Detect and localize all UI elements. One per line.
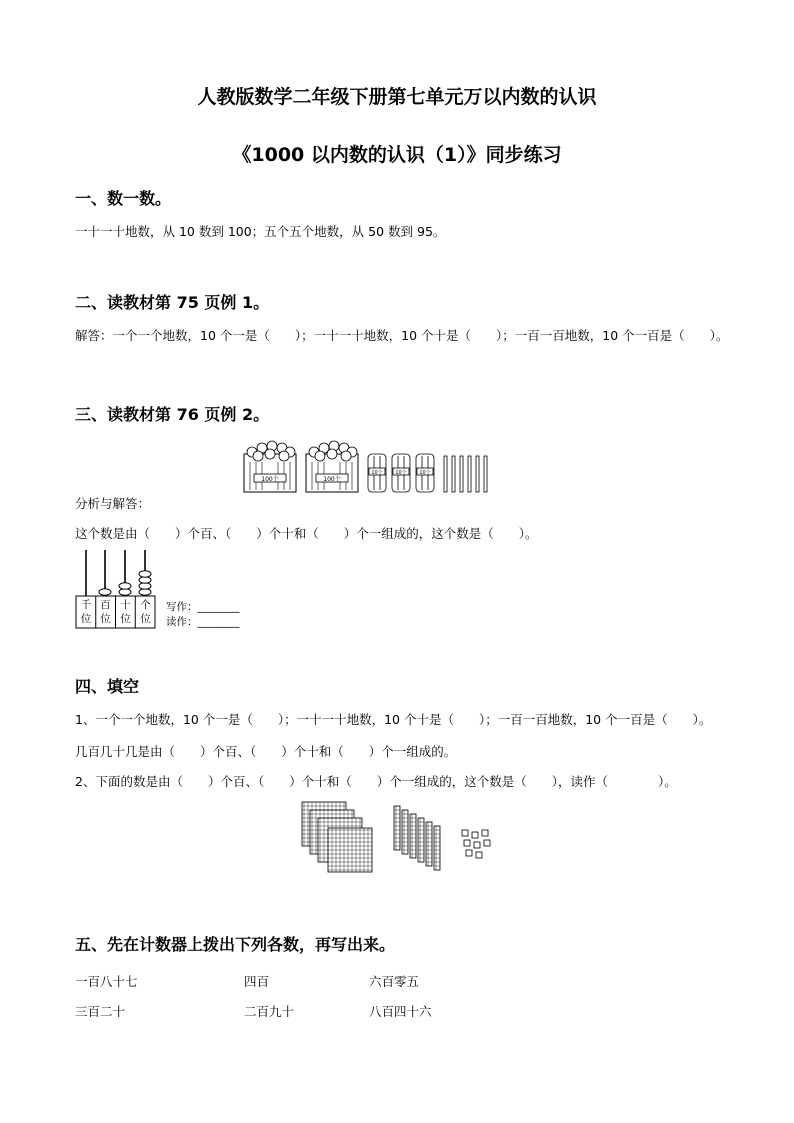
read-as-label: 读作：________	[166, 616, 240, 628]
analysis-label: 分析与解答：	[75, 496, 151, 511]
section-1-text: 一十一十地数，从 10 数到 100；五个五个地数，从 50 数到 95。	[75, 224, 446, 239]
stick-bundles-figure	[238, 436, 498, 496]
number-word-1: 一百八十七	[75, 974, 138, 989]
number-word-2: 四百	[244, 974, 270, 989]
base-ten-blocks-figure	[300, 802, 510, 872]
number-word-3: 六百零五	[369, 974, 420, 989]
section-4-q1b: 几百几十几是由（ ）个百、（ ）个十和（ ）个一组成的。	[75, 744, 457, 759]
page-subtitle: 《1000 以内数的认识（1）》同步练习	[232, 144, 562, 166]
section-3-question: 这个数是由（ ）个百、（ ）个十和（ ）个一组成的，这个数是（ ）。	[75, 526, 538, 541]
ten-bundle-3-label: 10个	[419, 470, 431, 476]
abacus-place-ones: 个 位	[140, 599, 151, 625]
unit-cubes	[462, 830, 490, 858]
section-4-q2: 2、下面的数是由（ ）个百、（ ）个十和（ ）个一组成的，这个数是（ ），读作（ ）。	[75, 774, 677, 789]
hundred-bundle-2-label: 100个	[323, 476, 341, 483]
abacus-place-hundreds: 百 位	[100, 599, 111, 625]
hundred-bundle-2	[306, 441, 358, 492]
number-word-5: 二百九十	[244, 1004, 295, 1019]
section-3-heading: 三、读教材第 76 页例 2。	[75, 405, 270, 424]
ten-bundle-2-label: 10个	[395, 470, 407, 476]
hundred-bundle-1-label: 100个	[261, 476, 279, 483]
section-2-text: 解答：一个一个地数，10 个一是（ ）；一十一十地数，10 个十是（ ）；一百一百地数，10 个一百是（ ）。	[75, 328, 729, 343]
section-2-heading: 二、读教材第 75 页例 1。	[75, 293, 270, 312]
number-word-6: 八百四十六	[369, 1004, 432, 1019]
write-as-label: 写作：________	[166, 601, 240, 613]
section-4-q1: 1、一个一个地数，10 个一是（ ）；一十一十地数，10 个十是（ ）；一百一百地数，10 个一百是（ ）。	[75, 712, 712, 727]
hundred-flats	[302, 802, 372, 872]
abacus-place-tens: 十 位	[120, 599, 131, 625]
abacus-place-thousands: 千 位	[80, 599, 92, 625]
number-word-4: 三百二十	[75, 1004, 126, 1019]
single-sticks	[444, 456, 487, 492]
section-4-heading: 四、填空	[75, 677, 140, 696]
ten-bundle-1-label: 10个	[371, 470, 383, 476]
section-1-heading: 一、数一数。	[75, 189, 172, 208]
section-5-heading: 五、先在计数器上拨出下列各数，再写出来。	[75, 935, 396, 954]
hundred-bundle-1	[244, 441, 296, 492]
page-title: 人教版数学二年级下册第七单元万以内数的认识	[197, 86, 597, 108]
ten-rods	[394, 806, 440, 870]
